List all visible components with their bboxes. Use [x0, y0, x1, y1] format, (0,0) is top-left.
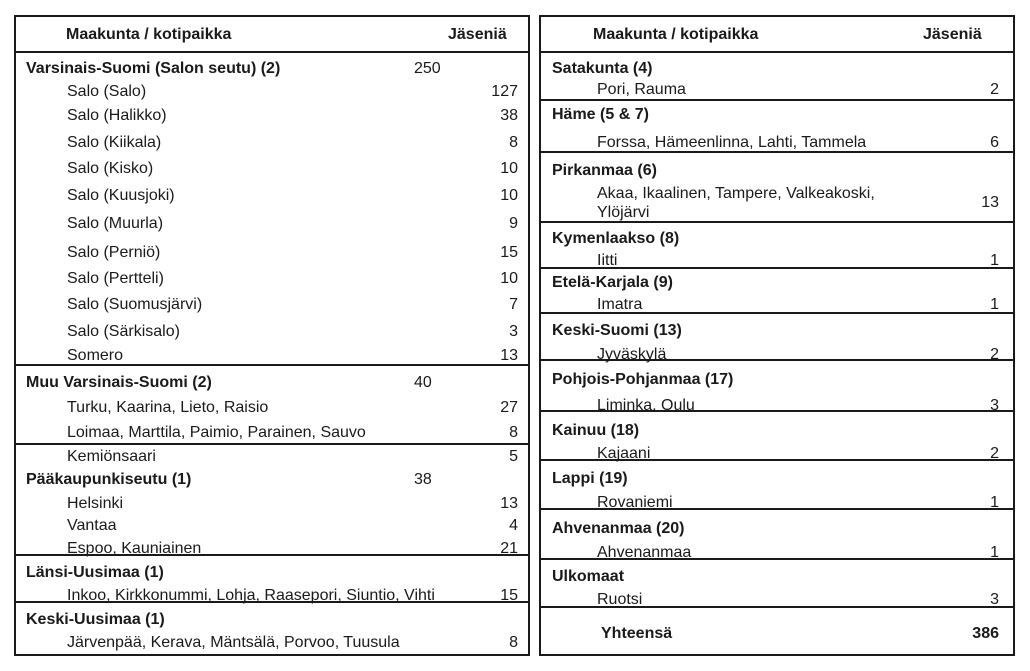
row-name: Helsinki [67, 495, 124, 512]
row-name: Rovaniemi [597, 494, 673, 511]
row-name: Akaa, Ikaalinen, Tampere, Valkeakoski, [597, 185, 875, 202]
row-count: 10 [500, 270, 518, 287]
right-table-header [541, 17, 1013, 53]
row-count: 15 [500, 587, 518, 604]
row-count: 2 [990, 445, 999, 462]
total-value: 386 [972, 625, 999, 642]
row-name: Kemiönsaari [67, 448, 156, 465]
group-title: Pääkaupunkiseutu (1) [26, 471, 192, 488]
row-count: 21 [500, 540, 518, 557]
group-title: Etelä-Karjala (9) [552, 274, 673, 291]
row-count: 8 [509, 134, 518, 151]
row-count: 38 [500, 107, 518, 124]
row-count: 8 [509, 634, 518, 651]
row-count: 10 [500, 160, 518, 177]
row-name: Salo (Kiikala) [67, 134, 162, 151]
row-count: 2 [990, 346, 999, 363]
row-name: Forssa, Hämeenlinna, Lahti, Tammela [597, 134, 867, 151]
row-name: Ruotsi [597, 591, 643, 608]
row-count: 13 [500, 347, 518, 364]
row-name: Liminka, Oulu [597, 397, 695, 414]
group-title: Varsinais-Suomi (Salon seutu) (2) [26, 60, 281, 77]
group-title: Pohjois-Pohjanmaa (17) [552, 371, 734, 388]
row-count: 6 [990, 134, 999, 151]
row-count: 1 [990, 296, 999, 313]
row-count: 1 [990, 544, 999, 561]
group-title: Kymenlaakso (8) [552, 230, 680, 247]
row-count: 10 [500, 187, 518, 204]
left-table [14, 15, 530, 656]
left-table-header [16, 17, 528, 53]
row-count: 3 [509, 323, 518, 340]
group-title: Lappi (19) [552, 470, 628, 487]
total-divider [541, 606, 1013, 608]
row-name: Pori, Rauma [597, 81, 686, 98]
row-name: Salo (Kisko) [67, 160, 154, 177]
row-count: 13 [981, 194, 999, 211]
group-divider [16, 443, 528, 445]
row-name: Salo (Särkisalo) [67, 323, 180, 340]
region-column-header: Maakunta / kotipaikka [66, 26, 232, 43]
row-name-continued: Ylöjärvi [597, 204, 650, 221]
row-count: 127 [491, 83, 518, 100]
group-divider [541, 99, 1013, 101]
row-name: Inkoo, Kirkkonummi, Lohja, Raasepori, Siuntio, Vihti [67, 587, 435, 604]
row-count: 15 [500, 244, 518, 261]
group-title: Muu Varsinais-Suomi (2) [26, 374, 212, 391]
row-count: 3 [990, 591, 999, 608]
row-name: Jyväskylä [597, 346, 667, 363]
row-count: 7 [509, 296, 518, 313]
group-title: Ulkomaat [552, 568, 625, 585]
group-title: Ahvenanmaa (20) [552, 520, 685, 537]
row-name: Salo (Salo) [67, 83, 147, 100]
row-count: 27 [500, 399, 518, 416]
row-name: Salo (Suomusjärvi) [67, 296, 203, 313]
row-name: Loimaa, Marttila, Paimio, Parainen, Sauvo [67, 424, 366, 441]
total-label: Yhteensä [601, 625, 673, 642]
row-count: 5 [509, 448, 518, 465]
row-name: Kajaani [597, 445, 651, 462]
row-count: 13 [500, 495, 518, 512]
group-title: Länsi-Uusimaa (1) [26, 564, 164, 581]
row-count: 1 [990, 252, 999, 269]
row-count: 3 [990, 397, 999, 414]
row-name: Turku, Kaarina, Lieto, Raisio [67, 399, 269, 416]
row-name: Somero [67, 347, 124, 364]
members-column-header: Jäseniä [923, 26, 982, 43]
row-count: 1 [990, 494, 999, 511]
group-title: Keski-Uusimaa (1) [26, 611, 165, 628]
row-name: Salo (Halikko) [67, 107, 167, 124]
row-name: Vantaa [67, 517, 117, 534]
row-name: Espoo, Kauniainen [67, 540, 202, 557]
row-name: Salo (Kuusjoki) [67, 187, 175, 204]
row-name: Salo (Perniö) [67, 244, 161, 261]
group-title: Kainuu (18) [552, 422, 640, 439]
row-count: 2 [990, 81, 999, 98]
group-title: Keski-Suomi (13) [552, 322, 682, 339]
row-count: 8 [509, 424, 518, 441]
group-total: 38 [414, 471, 432, 488]
row-count: 4 [509, 517, 518, 534]
row-name: Ahvenanmaa [597, 544, 692, 561]
right-table [539, 15, 1015, 656]
row-name: Salo (Muurla) [67, 215, 164, 232]
row-name: Järvenpää, Kerava, Mäntsälä, Porvoo, Tuusula [67, 634, 400, 651]
row-name: Imatra [597, 296, 643, 313]
group-title: Satakunta (4) [552, 60, 653, 77]
row-count: 9 [509, 215, 518, 232]
group-title: Pirkanmaa (6) [552, 162, 657, 179]
members-column-header: Jäseniä [448, 26, 507, 43]
group-total: 40 [414, 374, 432, 391]
row-name: Salo (Pertteli) [67, 270, 164, 287]
row-name: Iitti [597, 252, 618, 269]
region-column-header: Maakunta / kotipaikka [593, 26, 759, 43]
group-total: 250 [414, 60, 441, 77]
group-title: Häme (5 & 7) [552, 106, 649, 123]
